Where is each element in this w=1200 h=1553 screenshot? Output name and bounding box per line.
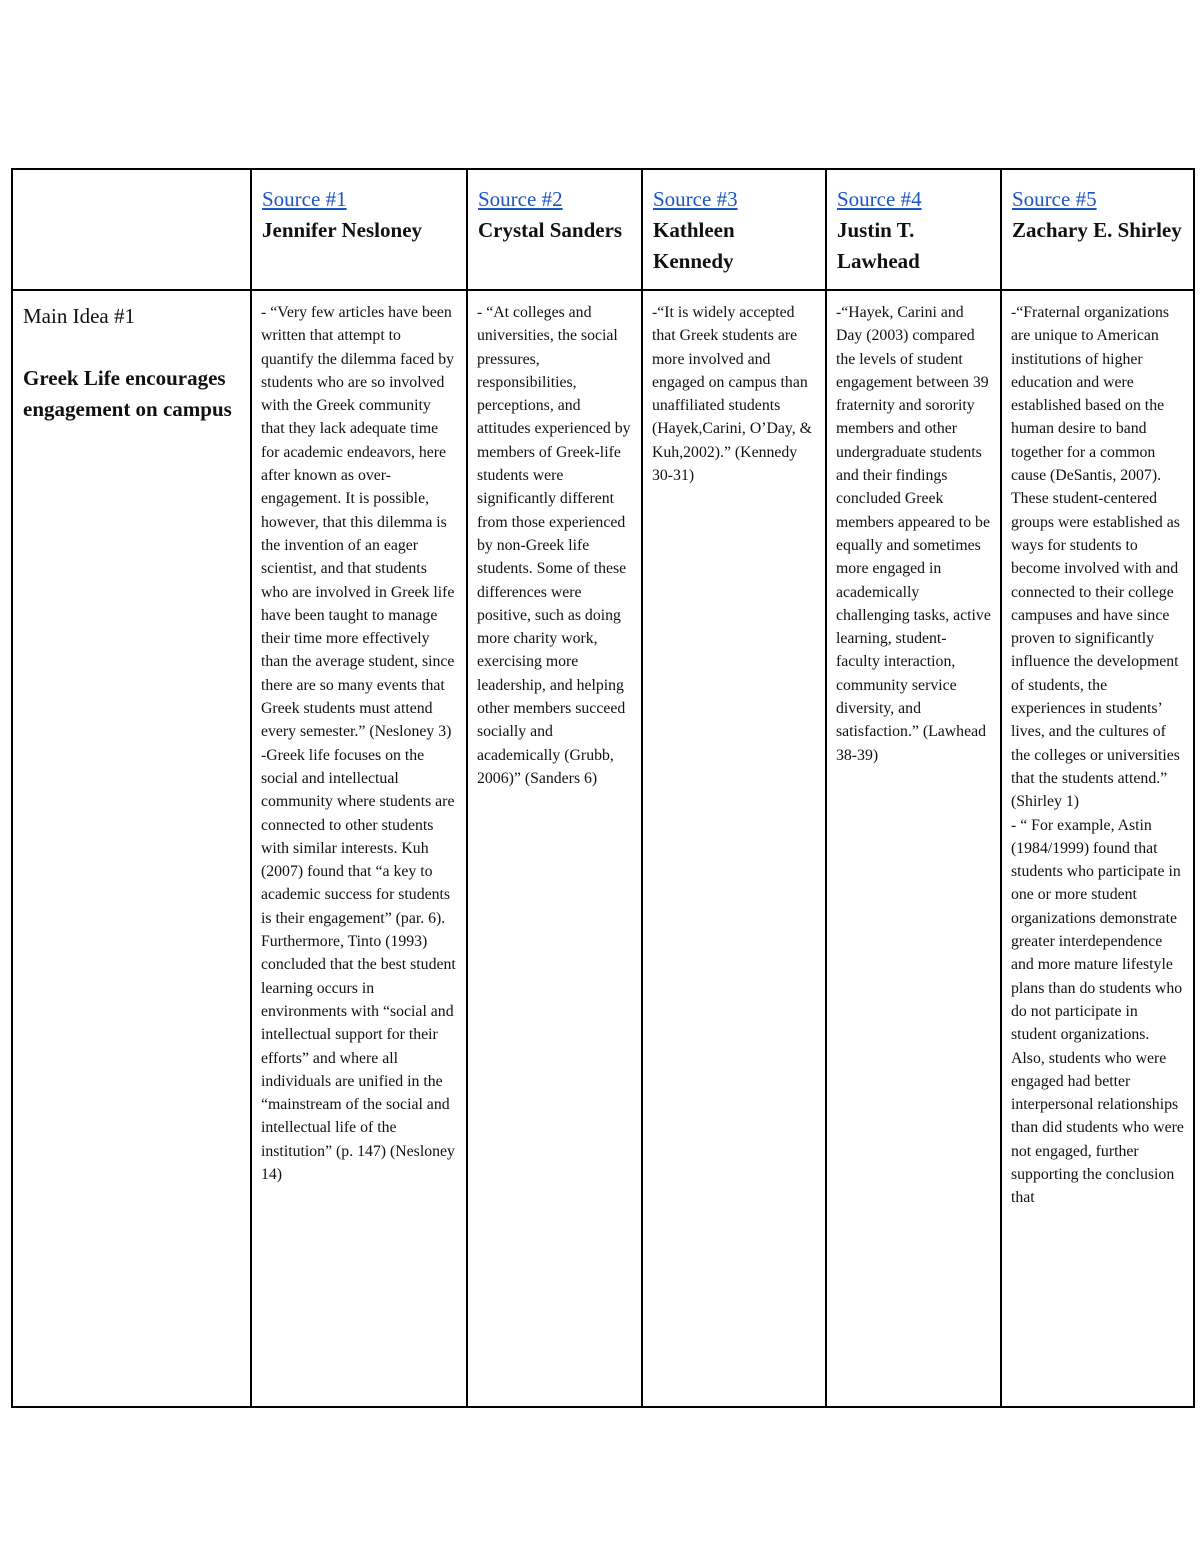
source-3-author: Kathleen Kennedy: [653, 218, 735, 273]
source-matrix-table: [11, 168, 1195, 1408]
source-5-quote-2: - “ For example, Astin (1984/1999) found that students who participate in one or more student organizations demonstrate greater interdependence and more mature lifestyle plans than do students who do not participate in student organizations. Also, students who were engaged had better interpersonal relationships than did students who were not engaged, further supporting the conclusion that: [1011, 816, 1184, 1207]
source-5-notes-cell: [1001, 290, 1194, 1407]
source-1-notes-cell: [251, 290, 467, 1407]
source-4-link[interactable]: Source #4: [837, 187, 922, 211]
row-header-cell: [12, 290, 251, 1407]
corner-cell: [12, 169, 251, 290]
source-2-link[interactable]: Source #2: [478, 187, 563, 211]
source-2-quote: - “At colleges and universities, the social pressures, responsibilities, perceptions, and attitudes experienced by members of Greek-life students were significantly different from those experienced by non-Greek life students. Some of these differences were positive, such as doing more charity work, exercising more leadership, and helping other members succeed socially and academically (Grubb, 2006)” (Sanders 6): [477, 304, 631, 787]
source-5-quote-1: -“Fraternal organizations are unique to American institutions of higher education and were established based on the human desire to band together for a common cause (DeSantis, 2007). These student-centered groups were established as ways for students to become involved with and connected to their college campuses and have since proven to significantly influence the development of students, the experiences in students’ lives, and the cultures of the colleges or universities that the students attend.” (Shirley 1): [1011, 304, 1180, 811]
source-5-header: [1001, 169, 1194, 290]
source-3-link[interactable]: Source #3: [653, 187, 738, 211]
main-idea-label: Main Idea #1: [23, 304, 135, 328]
source-1-link[interactable]: Source #1: [262, 187, 347, 211]
source-5-author: Zachary E. Shirley: [1012, 218, 1182, 242]
source-4-header: [826, 169, 1001, 290]
source-4-quote: -“Hayek, Carini and Day (2003) compared the levels of student engagement between 39 fraternity and sorority members and other undergraduate students and their findings concluded Greek members appeared to be equally and sometimes more engaged in academically challenging tasks, active learning, student- faculty interaction, community service diversity, and satisfaction.” (Lawhead 38-39): [836, 304, 991, 764]
source-3-notes-cell: [642, 290, 826, 1407]
source-1-quote: - “Very few articles have been written that attempt to quantify the dilemma faced by students who are so involved with the Greek community that they lack adequate time for academic endeavors, here after known as over-engagement. It is possible, however, that this dilemma is the invention of an eager scientist, and that students who are involved in Greek life have been taught to manage their time more effectively than the average student, since there are so many events that Greek students must attend every semester.” (Nesloney 3): [261, 304, 455, 741]
source-2-header: [467, 169, 642, 290]
source-5-link[interactable]: Source #5: [1012, 187, 1097, 211]
source-3-header: [642, 169, 826, 290]
source-4-author: Justin T. Lawhead: [837, 218, 920, 273]
source-3-quote: -“It is widely accepted that Greek students are more involved and engaged on campus than unaffiliated students (Hayek,Carini, O’Day, & Kuh,2002).” (Kennedy 30-31): [652, 304, 812, 485]
header-row: [12, 169, 1194, 290]
source-1-summary: -Greek life focuses on the social and intellectual community where students are connected to other students with similar interests. Kuh (2007) found that “a key to academic success for students is their engagement” (par. 6). Furthermore, Tinto (1993) concluded that the best student learning occurs in environments with “social and intellectual support for their efforts” and where all individuals are unified in the “mainstream of the social and intellectual life of the institution” (p. 147) (Nesloney 14): [261, 746, 456, 1183]
main-idea-row: [12, 290, 1194, 1407]
source-4-notes-cell: [826, 290, 1001, 1407]
main-idea-title: Greek Life encourages engagement on campus: [23, 366, 232, 421]
source-2-notes-cell: [467, 290, 642, 1407]
source-2-author: Crystal Sanders: [478, 218, 623, 242]
source-1-header: [251, 169, 467, 290]
source-1-author: Jennifer Nesloney: [262, 218, 423, 242]
